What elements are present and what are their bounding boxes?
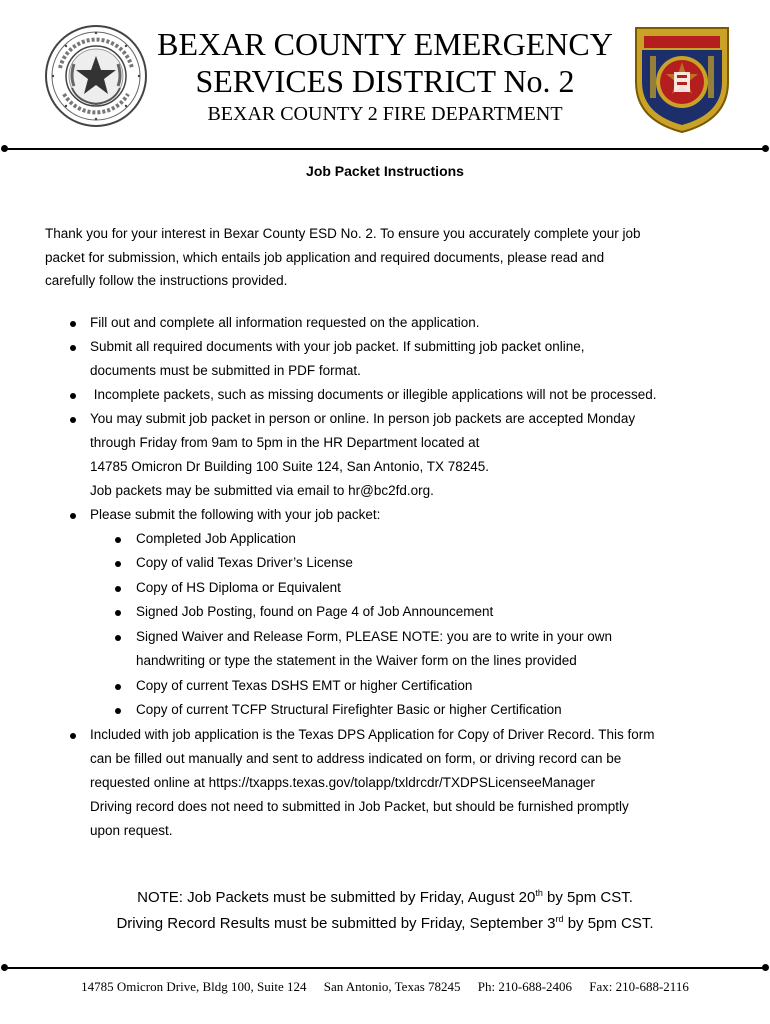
list-item-text: requested online at https://txapps.texas.gov/tolapp/txldrcdr/TXDPSLicenseeManager <box>90 774 596 790</box>
bullet-icon <box>70 321 76 327</box>
list-item-text: can be filled out manually and sent to address indicated on form, or driving record can be <box>90 750 622 766</box>
list-item-text: documents must be submitted in PDF format. <box>90 362 361 378</box>
deadline-note <box>0 888 770 906</box>
intro-line: carefully follow the instructions provided. <box>45 273 288 288</box>
instruction-list <box>45 311 735 843</box>
list-item-text: through Friday from 9am to 5pm in the HR Department located at <box>90 434 480 450</box>
header-divider <box>4 148 766 150</box>
footer <box>0 979 770 995</box>
list-item <box>45 407 735 503</box>
deadline-note-suffix: th <box>535 888 543 898</box>
list-item-text: Job packets may be submitted via email to hr@bc2fd.org. <box>90 482 434 498</box>
bullet-icon <box>70 513 76 519</box>
footer-city: San Antonio, Texas 78245 <box>323 979 461 994</box>
required-documents-list <box>90 527 735 723</box>
sub-list-item-text: Signed Waiver and Release Form, PLEASE NOTE: you are to write in your own <box>136 628 612 644</box>
list-item-text: upon request. <box>90 822 173 838</box>
bullet-icon <box>70 345 76 351</box>
list-item-text: Incomplete packets, such as missing documents or illegible applications will not be processed. <box>90 386 657 402</box>
list-item <box>45 383 735 407</box>
deadline-note-text: NOTE: Job Packets must be submitted by Friday, August 20 <box>137 889 536 906</box>
list-item-text: Please submit the following with your job packet: <box>90 506 381 522</box>
list-item-text: Fill out and complete all information requested on the application. <box>90 314 480 330</box>
header-title-line1: BEXAR COUNTY EMERGENCY <box>157 26 613 62</box>
bullet-icon <box>115 610 121 616</box>
sub-list-item-text: Copy of current TCFP Structural Firefighter Basic or higher Certification <box>136 702 562 717</box>
county-seal-logo <box>44 24 148 128</box>
sub-list-item <box>90 600 735 625</box>
bullet-icon <box>70 733 76 739</box>
sub-list-item <box>90 527 735 552</box>
instructions-body <box>45 222 735 843</box>
page-heading: Job Packet Instructions <box>306 163 464 179</box>
list-item <box>45 311 735 335</box>
sub-list-item-text: Completed Job Application <box>136 530 296 546</box>
bullet-icon <box>115 684 121 690</box>
sub-list-item <box>90 674 735 699</box>
bullet-icon <box>115 708 121 714</box>
sub-list-item <box>90 625 735 674</box>
list-item <box>45 503 735 723</box>
intro-line: packet for submission, which entails job application and required documents, please read and <box>45 249 605 265</box>
intro-paragraph <box>45 222 735 293</box>
sub-list-item-text: Copy of current Texas DSHS EMT or higher Certification <box>136 677 473 693</box>
list-item-text: Driving record does not need to submitted in Job Packet, but should be furnished promptly <box>90 798 629 814</box>
deadline-note-text: by 5pm CST. <box>542 889 633 906</box>
list-item-text: 14785 Omicron Dr Building 100 Suite 124, San Antonio, TX 78245. <box>90 458 490 474</box>
bullet-icon <box>115 635 121 641</box>
sub-list-item-text: handwriting or type the statement in the Waiver form on the lines provided <box>136 653 577 668</box>
bullet-icon <box>70 417 76 423</box>
footer-divider <box>4 967 766 969</box>
list-item <box>45 723 735 843</box>
list-item-text: Submit all required documents with your job packet. If submitting job packet online, <box>90 338 585 354</box>
driving-record-note-text: Driving Record Results must be submitted by Friday, September 3 <box>116 915 556 932</box>
bullet-icon <box>115 537 121 543</box>
list-item <box>45 335 735 383</box>
list-item-text: Included with job application is the Texas DPS Application for Copy of Driver Record. This form <box>90 726 655 742</box>
sub-list-item-text: Copy of valid Texas Driver’s License <box>136 555 353 570</box>
list-item-text: You may submit job packet in person or online. In person job packets are accepted Monday <box>90 410 636 426</box>
bullet-icon <box>70 393 76 399</box>
intro-line: Thank you for your interest in Bexar County ESD No. 2. To ensure you accurately complete your job <box>45 226 641 241</box>
footer-phone: Ph: 210-688-2406 <box>477 979 573 994</box>
driving-record-note <box>0 914 770 932</box>
driving-record-note-text: by 5pm CST. <box>563 915 654 932</box>
driving-record-note-suffix: rd <box>555 914 564 924</box>
sub-list-item <box>90 576 735 601</box>
footer-address: 14785 Omicron Drive, Bldg 100, Suite 124 <box>81 979 307 994</box>
sub-list-item <box>90 698 735 723</box>
bullet-icon <box>115 561 121 567</box>
header-subtitle: BEXAR COUNTY 2 FIRE DEPARTMENT <box>207 103 563 125</box>
sub-list-item <box>90 551 735 576</box>
sub-list-item-text: Copy of HS Diploma or Equivalent <box>136 579 341 595</box>
footer-fax: Fax: 210-688-2116 <box>589 979 689 994</box>
bullet-icon <box>115 586 121 592</box>
header-title-line2: SERVICES DISTRICT No. 2 <box>195 63 575 99</box>
sub-list-item-text: Signed Job Posting, found on Page 4 of Job Announcement <box>136 604 494 619</box>
fire-department-badge-logo <box>630 22 734 136</box>
